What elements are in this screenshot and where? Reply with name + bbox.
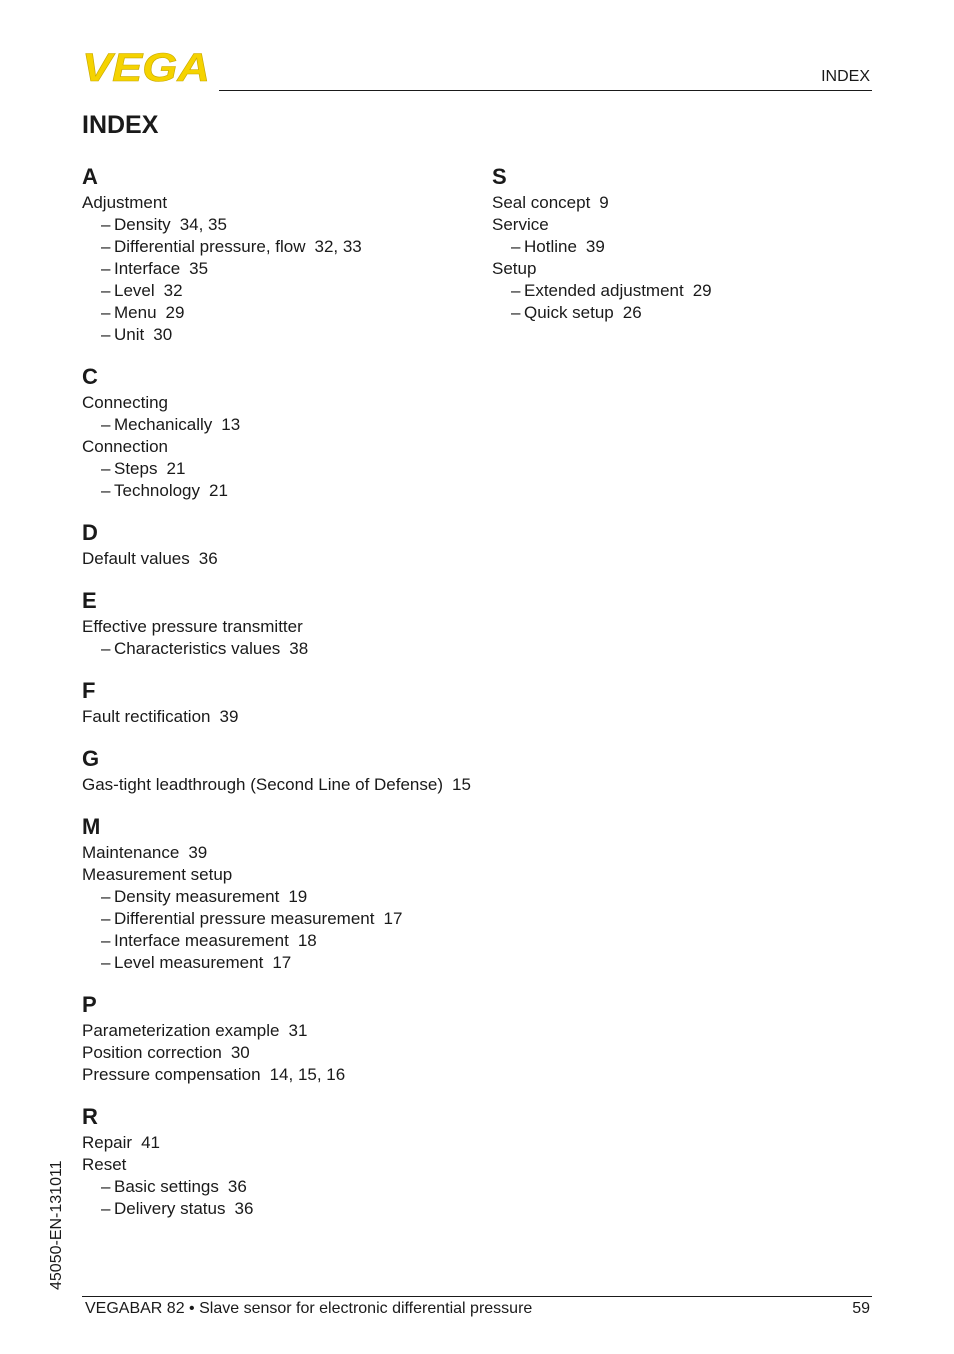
index-subterm: Interface measurement: [114, 931, 289, 950]
index-pages: 15: [452, 775, 471, 794]
index-pages: 21: [209, 481, 228, 500]
index-subentry: [82, 458, 482, 480]
index-term: Measurement setup: [82, 865, 233, 884]
index-pages: 19: [288, 887, 308, 906]
index-subentry: [492, 302, 892, 324]
index-subterm: Differential pressure, flow: [114, 237, 306, 256]
index-letter: D: [82, 520, 98, 545]
index-letter: M: [82, 814, 101, 839]
index-pages: 31: [288, 1021, 308, 1040]
index-pages: 39: [585, 237, 605, 256]
index-pages: 30: [153, 325, 173, 344]
index-term: Seal concept: [492, 193, 591, 212]
index-subentry: [82, 414, 482, 436]
index-subterm: Density: [114, 215, 171, 234]
index-entry: [82, 436, 482, 458]
index-subentry: [492, 236, 892, 258]
index-section: [82, 812, 482, 974]
index-entry: [492, 258, 892, 280]
index-pages: 26: [622, 303, 642, 322]
index-letter: S: [492, 164, 507, 189]
index-subentry: [82, 324, 482, 346]
dash-marker: –: [101, 887, 111, 906]
dash-marker: –: [101, 325, 111, 344]
dash-marker: –: [101, 481, 111, 500]
dash-marker: –: [101, 909, 111, 928]
index-subterm: Unit: [114, 325, 145, 344]
document-id: 45050-EN-131011: [48, 1160, 65, 1290]
page-title: INDEX: [82, 111, 159, 139]
index-entry: [82, 548, 482, 570]
index-subentry: [82, 908, 482, 930]
index-subentry: [82, 280, 482, 302]
index-pages: 17: [272, 953, 292, 972]
index-pages: 35: [189, 259, 209, 278]
index-entry: [492, 214, 892, 236]
index-section: [492, 162, 892, 324]
index-subentry: [82, 236, 482, 258]
index-pages: 13: [221, 415, 241, 434]
index-section: [82, 744, 482, 796]
index-subterm: Level measurement: [114, 953, 264, 972]
index-term: Gas-tight leadthrough (Second Line of Defense): [82, 775, 444, 794]
dash-marker: –: [101, 953, 111, 972]
index-letter: C: [82, 364, 98, 389]
index-term: Fault rectification: [82, 707, 211, 726]
index-term: Pressure compensation: [82, 1065, 261, 1084]
index-pages: 29: [692, 281, 712, 300]
index-pages: 32, 33: [314, 237, 362, 256]
index-pages: 17: [383, 909, 403, 928]
index-subentry: [82, 1176, 482, 1198]
dash-marker: –: [101, 303, 111, 322]
index-subentry: [82, 1198, 482, 1220]
dash-marker: –: [511, 303, 521, 322]
index-entry: [82, 774, 482, 796]
index-section: [82, 586, 482, 660]
dash-marker: –: [101, 639, 111, 658]
index-pages: 32: [163, 281, 183, 300]
dash-marker: –: [101, 237, 111, 256]
index-letter: G: [82, 746, 100, 771]
index-entry: [82, 706, 482, 728]
index-entry: [82, 616, 482, 638]
index-entry: [492, 192, 892, 214]
index-pages: 36: [198, 549, 218, 568]
index-pages: 36: [227, 1177, 247, 1196]
index-section: [82, 518, 482, 570]
index-pages: 21: [166, 459, 186, 478]
index-letter: F: [82, 678, 96, 703]
index-section: [82, 1102, 482, 1220]
index-entry: [82, 192, 482, 214]
index-term: Position correction: [82, 1043, 222, 1062]
index-entry: [82, 392, 482, 414]
index-subentry: [82, 302, 482, 324]
footer-product-line: VEGABAR 82 • Slave sensor for electronic differential pressure: [85, 1300, 533, 1317]
header-divider: [219, 90, 872, 91]
dash-marker: –: [101, 259, 111, 278]
index-pages: 14, 15, 16: [269, 1065, 346, 1084]
index-term: Default values: [82, 549, 190, 568]
index-subterm: Mechanically: [114, 415, 213, 434]
index-letter: A: [82, 164, 98, 189]
index-subterm: Interface: [114, 259, 181, 278]
index-subterm: Density measurement: [114, 887, 280, 906]
index-term: Effective pressure transmitter: [82, 617, 303, 636]
index-term: Service: [492, 215, 549, 234]
index-term: Connection: [82, 437, 169, 456]
index-subentry: [82, 886, 482, 908]
index-term: Parameterization example: [82, 1021, 280, 1040]
index-subentry: [82, 638, 482, 660]
index-term: Repair: [82, 1133, 133, 1152]
index-section: [82, 676, 482, 728]
dash-marker: –: [101, 1177, 111, 1196]
dash-marker: –: [101, 215, 111, 234]
logo-text: VEGA: [82, 50, 210, 84]
index-term: Maintenance: [82, 843, 180, 862]
vega-logo: [82, 50, 212, 84]
index-subentry: [82, 258, 482, 280]
index-subentry: [492, 280, 892, 302]
index-term: Adjustment: [82, 193, 168, 212]
index-column-left: [82, 162, 482, 1236]
page-number: 59: [852, 1300, 870, 1317]
index-subterm: Technology: [114, 481, 201, 500]
index-pages: 9: [599, 193, 609, 212]
index-pages: 30: [230, 1043, 250, 1062]
index-entry: [82, 1154, 482, 1176]
index-entry: [82, 1042, 482, 1064]
index-subterm: Characteristics values: [114, 639, 281, 658]
index-term: Setup: [492, 259, 537, 278]
dash-marker: –: [101, 281, 111, 300]
index-pages: 34, 35: [179, 215, 227, 234]
index-pages: 38: [289, 639, 309, 658]
index-letter: P: [82, 992, 97, 1017]
index-section: [82, 162, 482, 346]
index-subentry: [82, 930, 482, 952]
header-section-label: INDEX: [821, 68, 870, 85]
dash-marker: –: [101, 931, 111, 950]
index-subterm: Differential pressure measurement: [114, 909, 375, 928]
index-subterm: Level: [114, 281, 155, 300]
index-pages: 36: [234, 1199, 254, 1218]
index-term: Connecting: [82, 393, 169, 412]
index-subterm: Delivery status: [114, 1199, 226, 1218]
index-subterm: Steps: [114, 459, 158, 478]
index-entry: [82, 1020, 482, 1042]
index-letter: R: [82, 1104, 98, 1129]
index-pages: 39: [188, 843, 208, 862]
index-section: [82, 990, 482, 1086]
index-letter: E: [82, 588, 97, 613]
index-subterm: Menu: [114, 303, 157, 322]
index-section: [82, 362, 482, 502]
index-subterm: Quick setup: [524, 303, 614, 322]
index-entry: [82, 1064, 482, 1086]
index-subentry: [82, 480, 482, 502]
index-term: Reset: [82, 1155, 127, 1174]
index-subterm: Hotline: [524, 237, 577, 256]
index-subterm: Basic settings: [114, 1177, 219, 1196]
footer-divider: [82, 1296, 872, 1297]
dash-marker: –: [101, 415, 111, 434]
index-subentry: [82, 214, 482, 236]
dash-marker: –: [101, 459, 111, 478]
index-column-right: [492, 162, 892, 340]
index-entry: [82, 864, 482, 886]
index-pages: 39: [219, 707, 239, 726]
dash-marker: –: [511, 237, 521, 256]
dash-marker: –: [511, 281, 521, 300]
index-entry: [82, 1132, 482, 1154]
index-subentry: [82, 952, 482, 974]
index-pages: 41: [141, 1133, 161, 1152]
index-entry: [82, 842, 482, 864]
index-pages: 18: [297, 931, 317, 950]
index-subterm: Extended adjustment: [524, 281, 684, 300]
dash-marker: –: [101, 1199, 111, 1218]
index-pages: 29: [165, 303, 185, 322]
